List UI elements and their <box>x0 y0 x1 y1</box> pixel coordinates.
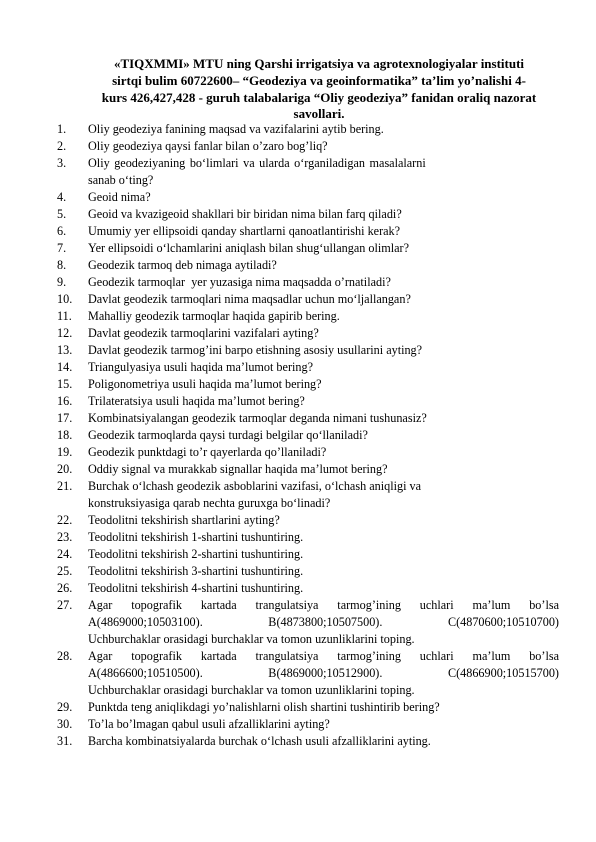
question-item <box>57 223 559 240</box>
question-text: Triangulyasiya usuli haqida ma’lumot bering? <box>88 360 313 374</box>
question-item <box>57 716 559 733</box>
question-text: Punktda teng aniqlikdagi yo’nalishlarni olish shartini tushintirib bering? <box>88 700 440 714</box>
question-text: Teodolitni tekshirish 3-shartini tushuntiring. <box>88 564 304 578</box>
question-item <box>57 359 559 376</box>
question-item <box>57 342 559 359</box>
question-number: 7. <box>57 241 67 255</box>
title-line: savollari. <box>293 106 345 122</box>
question-item <box>57 597 559 648</box>
question-number: 10. <box>57 292 73 306</box>
question-item <box>57 240 559 257</box>
question-item <box>57 699 559 716</box>
question-text-line: A(4869000;10503100). B(4873800;10507500). C(4870600;10510700) <box>88 615 559 629</box>
question-number: 2. <box>57 139 67 153</box>
question-text: Umumiy yer ellipsoidi qanday shartlarni qanoatlantirishi kerak? <box>88 224 401 238</box>
question-item <box>57 121 559 138</box>
question-text <box>88 155 559 189</box>
question-item <box>57 563 559 580</box>
question-text-line: Uchburchaklar orasidagi burchaklar va tomon uzunliklarini toping. <box>88 632 415 646</box>
question-item <box>57 274 559 291</box>
title-line: «TIQXMMI» MTU ning Qarshi irrigatsiya va agrotexnologiyalar instituti <box>113 56 525 71</box>
question-item <box>57 529 559 546</box>
question-number: 5. <box>57 207 67 221</box>
question-item <box>57 512 559 529</box>
question-number: 4. <box>57 190 67 204</box>
question-item <box>57 138 559 155</box>
title-line: kurs 426,427,428 - guruh talabalariga “Oliy geodeziya” fanidan oraliq nazorat <box>101 89 537 105</box>
question-item <box>57 376 559 393</box>
question-number: 31. <box>57 734 73 748</box>
question-text-line: A(4866600;10510500). B(4869000;10512900). C(4866900;10515700) <box>88 666 559 680</box>
question-text: Kombinatsiyalangan geodezik tarmoqlar deganda nimani tushunasiz? <box>88 411 427 425</box>
question-number: 3. <box>57 156 67 170</box>
question-number: 13. <box>57 343 73 357</box>
question-text: Geoid va kvazigeoid shakllari bir biridan nima bilan farq qiladi? <box>88 207 402 221</box>
question-number: 20. <box>57 462 73 476</box>
question-number: 18. <box>57 428 73 442</box>
question-item <box>57 478 559 512</box>
question-number: 9. <box>57 275 67 289</box>
question-number: 21. <box>57 479 73 493</box>
question-number: 16. <box>57 394 73 408</box>
question-item <box>57 444 559 461</box>
question-text-line: Oliy geodeziyaning bo‘limlari va ularda o‘rganiladigan masalalarni <box>88 156 426 170</box>
question-item <box>57 733 559 750</box>
question-item <box>57 546 559 563</box>
question-item <box>57 580 559 597</box>
question-number: 8. <box>57 258 67 272</box>
question-item <box>57 291 559 308</box>
question-text: Oddiy signal va murakkab signallar haqida ma’lumot bering? <box>88 462 388 476</box>
question-text <box>88 478 559 512</box>
question-text: Trilateratsiya usuli haqida ma’lumot bering? <box>88 394 305 408</box>
question-text: Geodezik tarmoq deb nimaga aytiladi? <box>88 258 277 272</box>
question-text: Teodolitni tekshirish 1-shartini tushuntiring. <box>88 530 304 544</box>
question-text: Poligonometriya usuli haqida ma’lumot bering? <box>88 377 322 391</box>
question-text: Geoid nima? <box>88 190 151 204</box>
title-line: sirtqi bulim 60722600– “Geodeziya va geoinformatika” ta’lim yo’nalishi 4- <box>112 72 526 88</box>
question-number: 27. <box>57 598 73 612</box>
question-item <box>57 206 559 223</box>
question-number: 29. <box>57 700 73 714</box>
question-text-line: konstruksiyasiga qarab nechta guruxga bo‘linadi? <box>88 496 331 510</box>
question-number: 30. <box>57 717 73 731</box>
question-text: Geodezik tarmoqlar yer yuzasiga nima maqsadda o’rnatiladi? <box>88 275 391 289</box>
question-number: 14. <box>57 360 73 374</box>
question-list <box>57 121 559 750</box>
question-number: 28. <box>57 649 73 663</box>
question-text: Teodolitni tekshirish shartlarini ayting? <box>88 513 280 527</box>
question-text <box>88 648 559 699</box>
document-title <box>80 56 558 123</box>
question-text-line: Agar topografik kartada trangulatsiya tarmog’ining uchlari ma’lum bo’lsa <box>88 598 559 612</box>
question-text <box>88 597 559 648</box>
question-number: 23. <box>57 530 73 544</box>
question-text: Geodezik punktdagi to’r qayerlarda qo’llaniladi? <box>88 445 327 459</box>
question-text: Barcha kombinatsiyalarda burchak o‘lchash usuli afzalliklarini ayting. <box>88 734 431 748</box>
question-text: Oliy geodeziya qaysi fanlar bilan o’zaro bog’liq? <box>88 139 328 153</box>
question-text-line: Uchburchaklar orasidagi burchaklar va tomon uzunliklarini toping. <box>88 683 415 697</box>
question-text: Yer ellipsoidi o‘lchamlarini aniqlash bilan shug‘ullangan olimlar? <box>88 241 409 255</box>
question-item <box>57 189 559 206</box>
question-item <box>57 308 559 325</box>
question-text: Davlat geodezik tarmog’ini barpo etishning asosiy usullarini ayting? <box>88 343 423 357</box>
question-text: Davlat geodezik tarmoqlarini vazifalari ayting? <box>88 326 319 340</box>
question-item <box>57 155 559 189</box>
question-number: 24. <box>57 547 73 561</box>
question-item <box>57 325 559 342</box>
question-number: 19. <box>57 445 73 459</box>
question-number: 17. <box>57 411 73 425</box>
question-item <box>57 257 559 274</box>
question-text: Teodolitni tekshirish 4-shartini tushuntiring. <box>88 581 304 595</box>
question-text: Teodolitni tekshirish 2-shartini tushuntiring. <box>88 547 304 561</box>
question-item <box>57 648 559 699</box>
question-text: Mahalliy geodezik tarmoqlar haqida gapirib bering. <box>88 309 340 323</box>
question-item <box>57 427 559 444</box>
question-number: 11. <box>57 309 72 323</box>
question-number: 15. <box>57 377 73 391</box>
question-number: 12. <box>57 326 73 340</box>
question-number: 22. <box>57 513 73 527</box>
question-item <box>57 461 559 478</box>
question-number: 1. <box>57 122 67 136</box>
question-text: Davlat geodezik tarmoqlari nima maqsadlar uchun mo‘ljallangan? <box>88 292 411 306</box>
question-item <box>57 410 559 427</box>
question-text-line: Burchak o‘lchash geodezik asboblarini vazifasi, o‘lchash aniqligi va <box>88 479 422 493</box>
question-text: Oliy geodeziya fanining maqsad va vazifalarini aytib bering. <box>88 122 384 136</box>
question-text-line: Agar topografik kartada trangulatsiya tarmog’ining uchlari ma’lum bo’lsa <box>88 649 559 663</box>
question-number: 6. <box>57 224 67 238</box>
question-item <box>57 393 559 410</box>
question-text: To’la bo’lmagan qabul usuli afzalliklarini ayting? <box>88 717 330 731</box>
question-text-line: sanab o‘ting? <box>88 173 154 187</box>
question-text: Geodezik tarmoqlarda qaysi turdagi belgilar qo‘llaniladi? <box>88 428 368 442</box>
question-number: 25. <box>57 564 73 578</box>
question-number: 26. <box>57 581 73 595</box>
